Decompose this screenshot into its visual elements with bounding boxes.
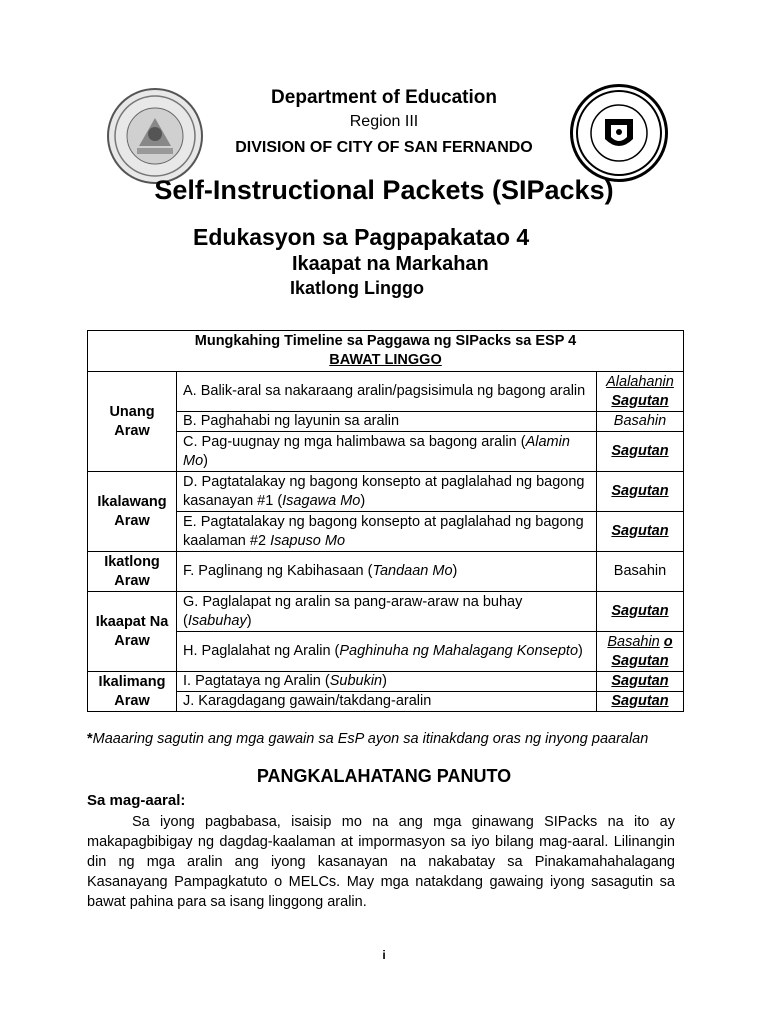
timeline-subtitle: BAWAT LINGGO (329, 352, 442, 368)
subject-title: Edukasyon sa Pagpapakatao 4 (193, 224, 530, 250)
timeline-header-row (88, 331, 684, 372)
section-heading: PANGKALAHATANG PANUTO (256, 766, 512, 786)
timeline-table (87, 330, 684, 712)
activity-cell: E. Pagtatalakay ng bagong konsepto at paglalahad ng bagong kaalaman #2 Isapuso Mo (177, 512, 597, 552)
mode-cell: Basahin (597, 412, 684, 432)
mode-cell: Basahin (597, 552, 684, 592)
mode-cell: Sagutan (597, 692, 684, 712)
activity-cell: J. Karagdagang gawain/takdang-aralin (177, 692, 597, 712)
day-cell: Ikalimang Araw (88, 672, 177, 712)
activity-cell: H. Paglalahat ng Aralin (Paghinuha ng Mahalagang Konsepto) (177, 632, 597, 672)
activity-cell: B. Paghahabi ng layunin sa aralin (177, 412, 597, 432)
mode-cell: Basahin o Sagutan (597, 632, 684, 672)
department-name: Department of Education (271, 87, 497, 108)
table-row (88, 692, 684, 712)
audience-label: Sa mag-aaral: (87, 792, 186, 809)
division-name: DIVISION OF CITY OF SAN FERNANDO (235, 139, 533, 156)
activity-cell: D. Pagtatalakay ng bagong konsepto at paglalahad ng bagong kasanayan #1 (Isagawa Mo) (177, 472, 597, 512)
timeline-header (88, 331, 684, 372)
table-row (88, 672, 684, 692)
activity-cell: F. Paglinang ng Kabihasaan (Tandaan Mo) (177, 552, 597, 592)
timeline-title: Mungkahing Timeline sa Paggawa ng SIPacks sa ESP 4 (194, 333, 577, 349)
mode-cell: Sagutan (597, 472, 684, 512)
table-row (88, 432, 684, 472)
quarter-title: Ikaapat na Markahan (292, 253, 489, 275)
activity-cell: C. Pag-uugnay ng mga halimbawa sa bagong aralin (Alamin Mo) (177, 432, 597, 472)
table-row (88, 592, 684, 632)
mode-cell: Sagutan (597, 432, 684, 472)
table-row (88, 472, 684, 512)
schedule-note: *Maaaring sagutin ang mga gawain sa EsP ayon sa itinakdang oras ng inyong paaralan (87, 731, 649, 747)
mode-cell: Sagutan (597, 592, 684, 632)
mode-cell: Alalahanin Sagutan (597, 372, 684, 412)
week-title: Ikatlong Linggo (290, 278, 424, 298)
activity-cell: A. Balik-aral sa nakaraang aralin/pagsisimula ng bagong aralin (177, 372, 597, 412)
activity-cell: I. Pagtataya ng Aralin (Subukin) (177, 672, 597, 692)
main-title: Self-Instructional Packets (SIPacks) (154, 175, 614, 205)
table-row (88, 512, 684, 552)
region-name: Region III (349, 113, 419, 130)
mode-cell: Sagutan (597, 512, 684, 552)
table-row (88, 412, 684, 432)
table-row (88, 632, 684, 672)
table-row (88, 552, 684, 592)
table-row (88, 372, 684, 412)
mode-cell: Sagutan (597, 672, 684, 692)
page-number: i (382, 948, 386, 962)
instructions-paragraph: Sa iyong pagbabasa, isaisip mo na ang mga ginawang SIPacks na ito ay makapagbibigay ng dagdag-kaalaman at impormasyon sa iyo bilang mag-aaral. Lilinangin din ng mga aralin ang iyong kasanayan na nakabatay sa Pinakamahahalagang Kasanayang Pampagkatuto o MELCs. May mga natakdang gawaing iyong sasagutin sa bawat pahina para sa isang linggong aralin. (87, 814, 675, 910)
day-cell: Ikalawang Araw (88, 472, 177, 552)
day-cell: Ikatlong Araw (88, 552, 177, 592)
day-cell: Unang Araw (88, 372, 177, 472)
activity-cell: G. Paglalapat ng aralin sa pang-araw-araw na buhay (Isabuhay) (177, 592, 597, 632)
day-cell: Ikaapat Na Araw (88, 592, 177, 672)
